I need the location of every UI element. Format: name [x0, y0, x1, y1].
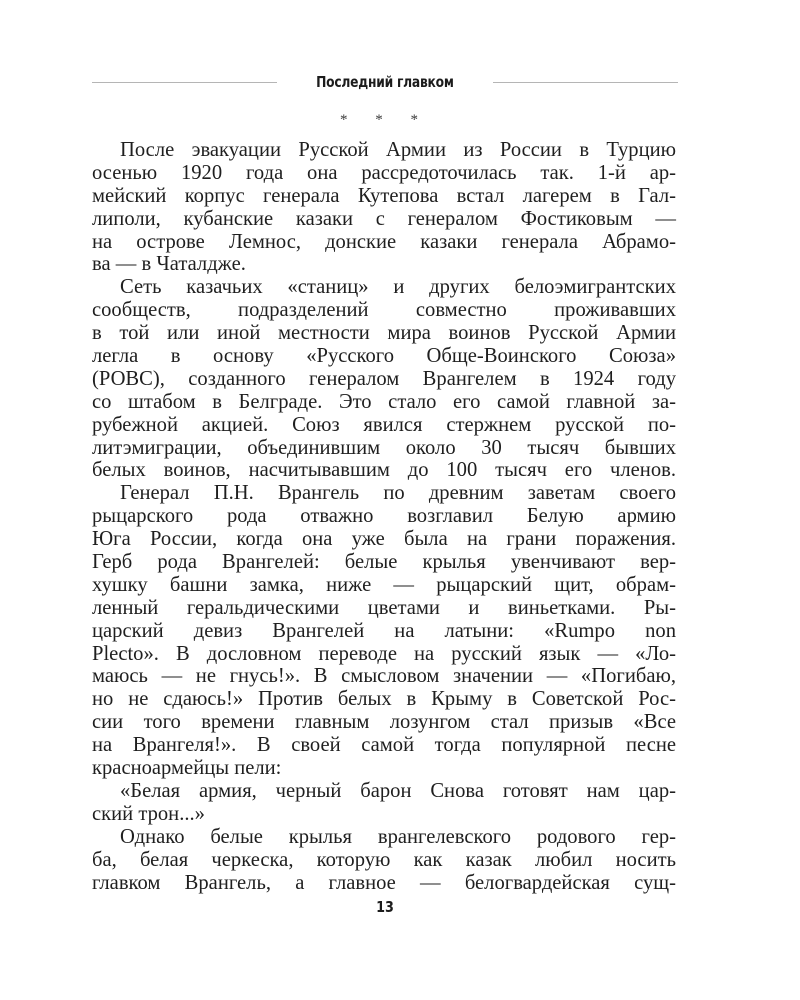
text-line: ва — в Чаталдже.: [92, 253, 246, 276]
text-line: (РОВС), созданного генералом Врангелем в 1924 году: [92, 367, 676, 390]
text-line: рыцарского рода отважно возглавил Белую армию: [92, 505, 676, 528]
text-line: маюсь — не гнусь!». В смысловом значении — «Погибаю,: [92, 665, 676, 688]
body-text: [92, 139, 676, 894]
quote-line: «Белая армия, черный барон Снова готовят нам цар-: [120, 779, 676, 802]
text-line: Юга России, когда она уже была на грани поражения.: [92, 528, 676, 551]
text-line: на Врангеля!». В своей самой тогда популярной песне: [92, 734, 676, 757]
text-line: в той или иной местности мира воинов Русской Армии: [92, 322, 676, 345]
text-line: липоли, кубанские казаки с генералом Фостиковым —: [92, 207, 676, 230]
text-line: царский девиз Врангелей на латыни: «Rumpo non: [92, 619, 676, 642]
text-line: осенью 1920 года она рассредоточилась так. 1-й ар-: [92, 161, 676, 184]
text-line: мейский корпус генерала Кутепова встал лагерем в Гал-: [92, 184, 676, 207]
text-line: хушку башни замка, ниже — рыцарский щит, обрам-: [92, 573, 676, 596]
quote-line: ский трон...»: [92, 802, 205, 825]
text-line: легла в основу «Русского Обще-Воинского Союза»: [92, 345, 676, 368]
text-line: Генерал П.Н. Врангель по древним заветам своего: [120, 482, 676, 505]
text-line: Герб рода Врангелей: белые крылья увенчивают вер-: [92, 551, 676, 574]
text-line: на острове Лемнос, донские казаки генерала Абрамо-: [92, 230, 676, 253]
section-separator: * * *: [340, 112, 430, 128]
text-line: Plecto». В дословном переводе на русский язык — «Ло-: [92, 642, 676, 665]
text-line: сообществ, подразделений совместно проживавших: [92, 299, 676, 322]
page-number: 13: [376, 898, 394, 916]
text-line: главком Врангель, а главное — белогвардейская сущ-: [92, 871, 676, 894]
text-line: ба, белая черкеска, которую как казак любил носить: [92, 848, 676, 871]
text-line: ленный геральдическими цветами и виньетками. Ры-: [92, 596, 676, 619]
text-line: рубежной акцией. Союз явился стержнем русской по-: [92, 413, 676, 436]
header-rule-right: [493, 82, 678, 83]
running-header: [92, 70, 678, 94]
text-line: красноармейцы пели:: [92, 757, 282, 780]
text-line: но не сдаюсь!» Против белых в Крыму в Советской Рос-: [92, 688, 676, 711]
running-title: Последний главком: [316, 73, 454, 91]
text-line: литэмиграции, объединившим около 30 тысяч бывших: [92, 436, 676, 459]
header-rule-left: [92, 82, 277, 83]
text-line: сии того времени главным лозунгом стал призыв «Все: [92, 711, 676, 734]
text-line: белых воинов, насчитывавшим до 100 тысяч его членов.: [92, 459, 676, 482]
text-line: со штабом в Белграде. Это стало его самой главной за-: [92, 390, 676, 413]
text-line: После эвакуации Русской Армии из России в Турцию: [120, 139, 676, 161]
text-line: Однако белые крылья врангелевского родового гер-: [120, 825, 676, 848]
text-line: Сеть казачьих «станиц» и других белоэмигрантских: [120, 276, 676, 299]
